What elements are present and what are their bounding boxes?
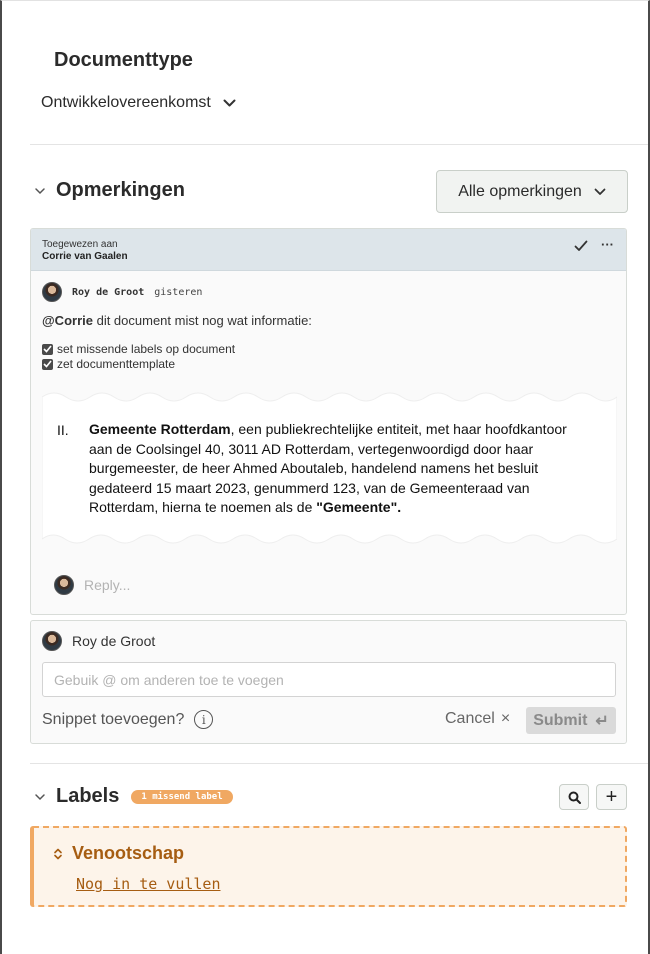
doctype-select[interactable] [41,94,236,112]
composer-user [42,631,155,651]
chevron-down-icon [223,99,236,108]
assigned-label: Toegewezen aan [42,239,118,250]
comments-section-title: Opmerkingen [56,179,185,201]
close-icon: × [500,710,511,727]
comment-input[interactable] [42,662,616,697]
search-icon [568,791,581,804]
comment-text [42,313,312,328]
fill-label-link[interactable]: Nog in te vullen [76,875,221,893]
comments-section-toggle[interactable] [34,179,185,202]
divider [30,144,648,145]
add-snippet-toggle[interactable] [42,710,213,729]
comment-author: Roy de Groot [72,286,145,298]
reply-placeholder[interactable]: Reply... [84,577,131,593]
collapse-chevron-icon [34,791,46,803]
search-labels-button[interactable] [559,784,589,810]
chevron-down-icon [594,188,606,196]
missing-label-badge: 1 missend label [131,790,232,804]
avatar [42,631,62,651]
comment-composer [30,620,627,744]
comment-body: dit document mist nog wat informatie: [96,313,312,328]
comment-meta [42,282,202,302]
avatar [42,282,62,302]
snippet-bold-name: Gemeente Rotterdam [89,421,231,437]
cancel-label: Cancel [445,710,495,727]
submit-button[interactable] [526,707,616,734]
labels-section-toggle[interactable] [34,785,233,808]
snippet-body: , een publiekrechtelijke entiteit, met haar hoofdkantoor aan de Coolsingel 40, 3011 AD Rotterdam, vertegenwoordigd door haar burgemeester, de heer Ahmed Aboutaleb, handelend namens het besluit gedateerd 15 maart 2023, genummerd 123, van de Gemeenteraad van Rotterdam, hierna te noemen als de [89,421,567,515]
checkbox-checked-icon[interactable] [42,344,53,355]
checkbox-checked-icon[interactable] [42,359,53,370]
task-item[interactable] [42,357,175,371]
comment-time: gisteren [154,286,203,298]
expand-icon [54,848,62,860]
cancel-button[interactable] [445,710,510,728]
add-snippet-label: Snippet toevoegen? [42,710,185,728]
add-label-button[interactable] [596,784,627,810]
comment-thread [30,228,627,615]
task-label: zet documenttemplate [57,357,176,371]
comment-mention[interactable]: @Corrie [42,313,93,328]
doctype-title: Documenttype [54,49,193,71]
labels-section-title: Labels [56,785,120,807]
reply-row[interactable] [54,575,130,595]
document-snippet [42,389,617,549]
snippet-number: II. [57,422,69,438]
label-name: Venootschap [72,843,185,863]
doctype-value: Ontwikkelovereenkomst [41,94,211,111]
more-icon[interactable]: ··· [601,237,614,252]
task-item[interactable] [42,342,235,356]
task-label: set missende labels op document [57,342,236,356]
comments-filter-label: Alle opmerkingen [458,182,582,200]
resolve-check-icon[interactable] [574,240,588,252]
divider [30,763,648,764]
collapse-chevron-icon [34,185,46,197]
plus-icon: + [605,785,618,808]
snippet-bold-end: "Gemeente". [316,499,402,515]
submit-label: Submit [533,711,588,729]
enter-icon: ↵ [595,712,609,730]
assigned-name: Corrie van Gaalen [42,251,128,262]
label-card [30,826,627,907]
avatar [54,575,74,595]
info-icon[interactable]: i [194,710,213,729]
composer-user-name: Roy de Groot [72,633,156,649]
label-expand-toggle[interactable] [54,843,184,864]
comments-filter-dropdown[interactable] [436,170,628,213]
snippet-text [89,420,594,518]
thread-header [31,229,626,271]
